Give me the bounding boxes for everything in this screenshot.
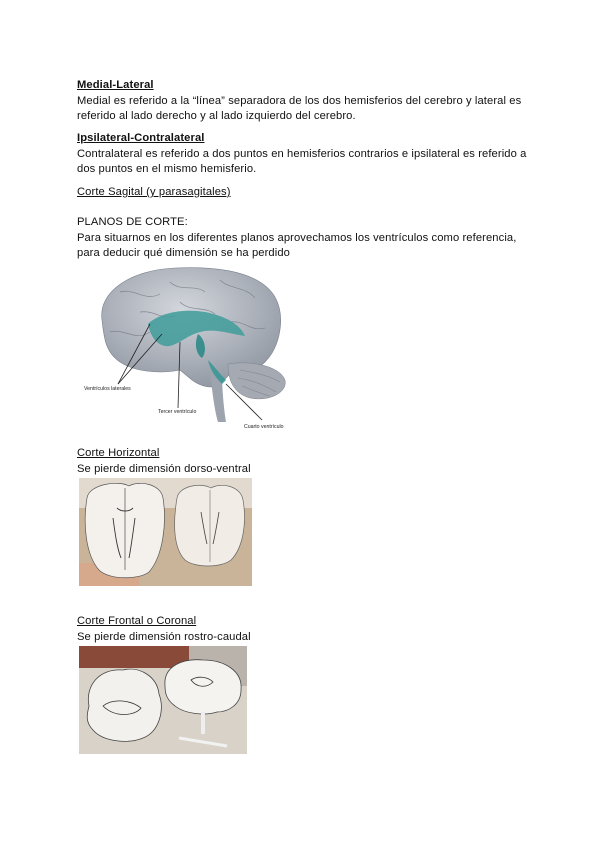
frontal-cut-photo [79,646,247,754]
horizontal-title: Corte Horizontal [77,447,160,459]
section-heading: Medial-Lateral [77,79,154,91]
section-medial-lateral [77,78,537,125]
sagital-heading: Corte Sagital (y parasagitales) [77,186,231,198]
section-ipsilateral [77,131,537,178]
frontal-body: Se pierde dimensión rostro-caudal [77,630,251,643]
planos-title: PLANOS DE CORTE: [77,216,188,228]
section-heading: Ipsilateral-Contralateral [77,132,205,144]
frontal-title: Corte Frontal o Coronal [77,615,197,627]
section-body: Contralateral es referido a dos puntos en hemisferios contrarios e ipsilateral es referido a dos puntos en el mismo hemisferio. [77,147,527,175]
horizontal-body: Se pierde dimensión dorso-ventral [77,462,251,475]
planos-body: Para situarnos en los diferentes planos aprovechamos los ventrículos como referencia, para deducir qué dimensión se ha perdido [77,231,517,259]
label-third-ventricle: Tercer ventrículo [158,409,197,415]
section-body: Medial es referido a la “línea” separadora de los dos hemisferios del cerebro y lateral es referido al lado derecho y al lado izquierdo del cerebro. [77,94,522,122]
frontal-section [77,614,537,645]
brain-sagittal-image [80,262,320,432]
planos-section [77,215,537,262]
label-fourth-ventricle: Cuarto ventrículo [244,424,284,430]
horizontal-section [77,446,537,477]
horizontal-cut-photo [79,478,252,586]
label-lateral-ventricles: Ventrículos laterales [84,386,131,392]
